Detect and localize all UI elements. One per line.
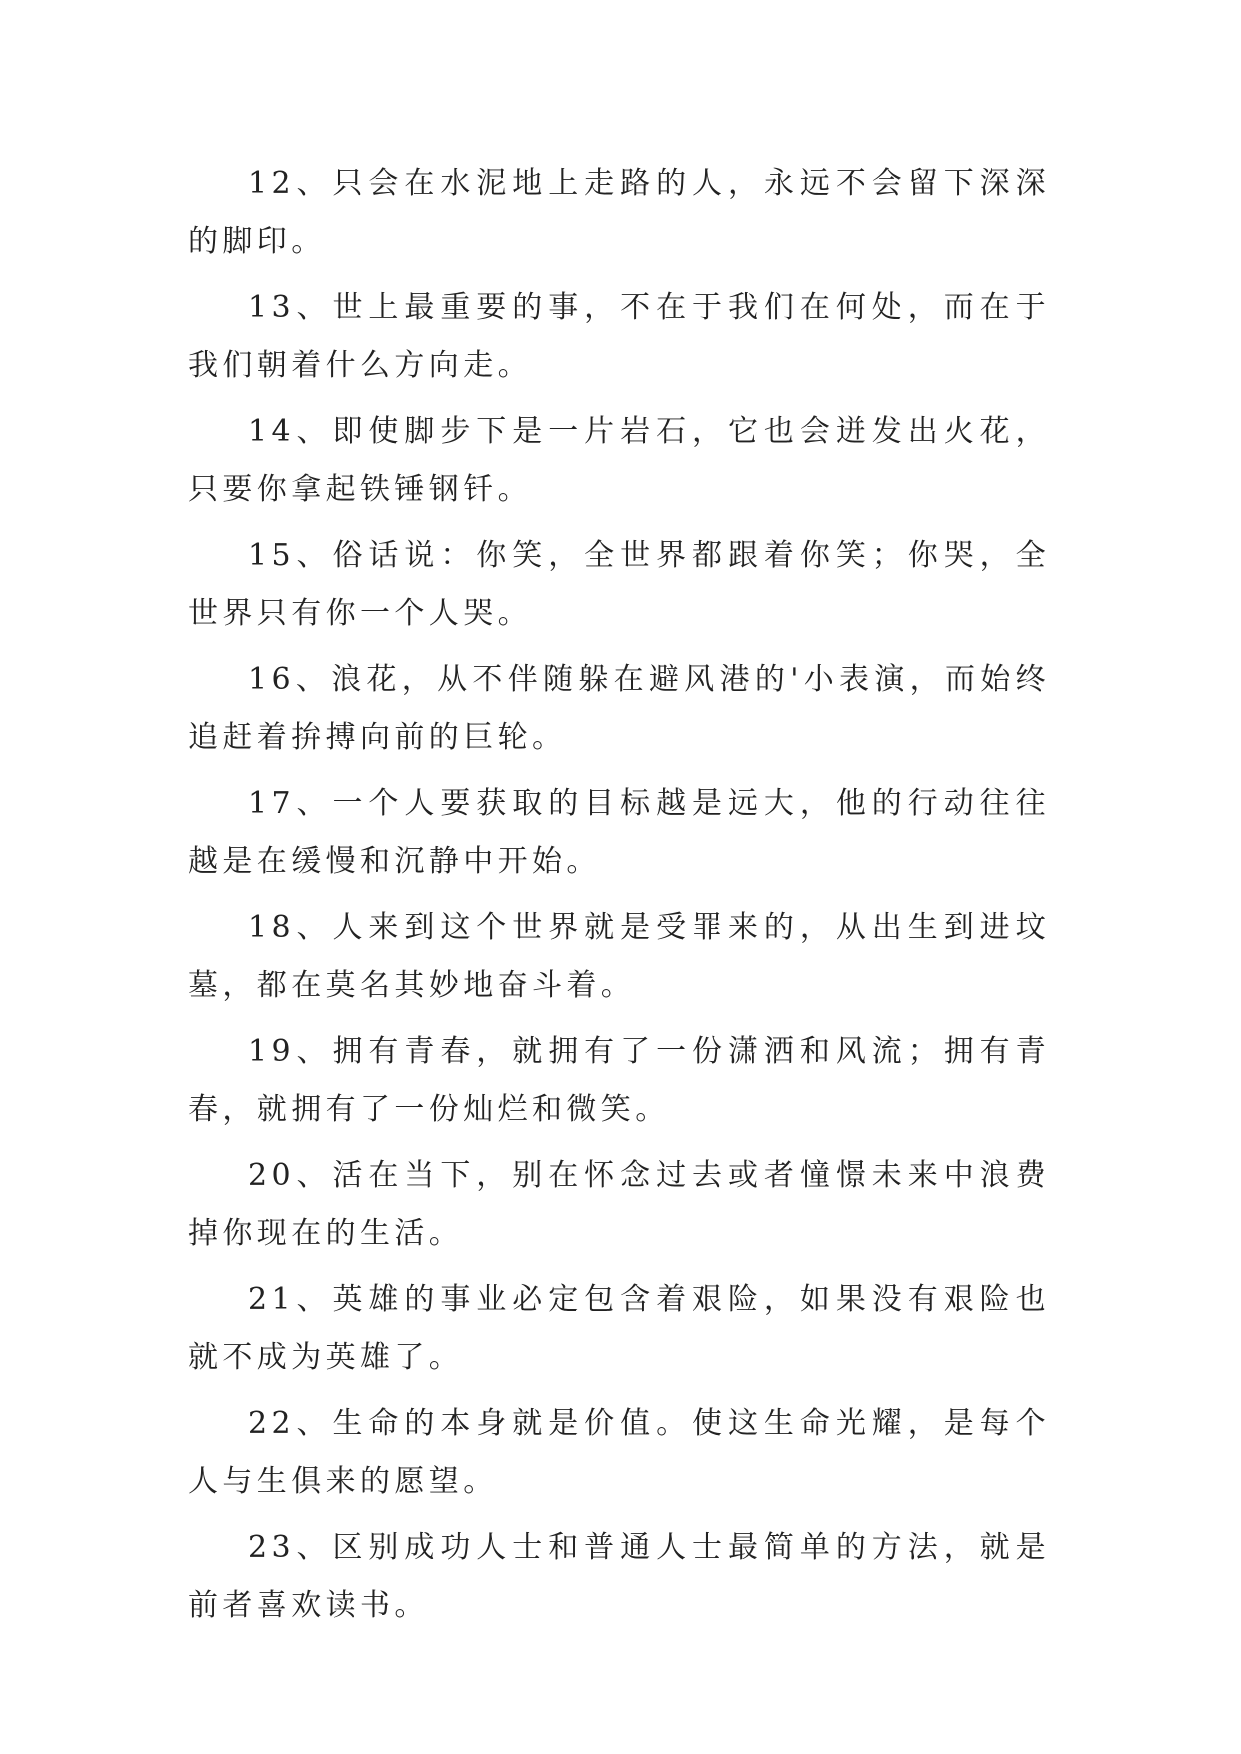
paragraph-18: 18、人来到这个世界就是受罪来的，从出生到进坟墓，都在莫名其妙地奋斗着。 — [188, 910, 1050, 1003]
paragraph-14: 14、即使脚步下是一片岩石，它也会迸发出火花，只要你拿起铁锤钢钎。 — [188, 414, 1050, 507]
paragraph-19: 19、拥有青春，就拥有了一份潇洒和风流；拥有青春，就拥有了一份灿烂和微笑。 — [188, 1034, 1050, 1127]
paragraph-23: 23、区别成功人士和普通人士最简单的方法，就是前者喜欢读书。 — [188, 1530, 1050, 1623]
paragraph-15: 15、俗话说：你笑，全世界都跟着你笑；你哭，全世界只有你一个人哭。 — [188, 538, 1050, 631]
paragraph-13: 13、世上最重要的事，不在于我们在何处，而在于我们朝着什么方向走。 — [188, 290, 1050, 383]
paragraph-17: 17、一个人要获取的目标越是远大，他的行动往往越是在缓慢和沉静中开始。 — [188, 786, 1050, 879]
paragraph-16: 16、浪花，从不伴随躲在避风港的'小表演，而始终追赶着拚搏向前的巨轮。 — [188, 662, 1050, 755]
paragraph-20: 20、活在当下，别在怀念过去或者憧憬未来中浪费掉你现在的生活。 — [188, 1158, 1050, 1251]
document-body — [188, 155, 1050, 1643]
paragraph-12: 12、只会在水泥地上走路的人，永远不会留下深深的脚印。 — [188, 166, 1050, 259]
paragraph-22: 22、生命的本身就是价值。使这生命光耀，是每个人与生俱来的愿望。 — [188, 1406, 1050, 1499]
paragraph-21: 21、英雄的事业必定包含着艰险，如果没有艰险也就不成为英雄了。 — [188, 1282, 1050, 1375]
